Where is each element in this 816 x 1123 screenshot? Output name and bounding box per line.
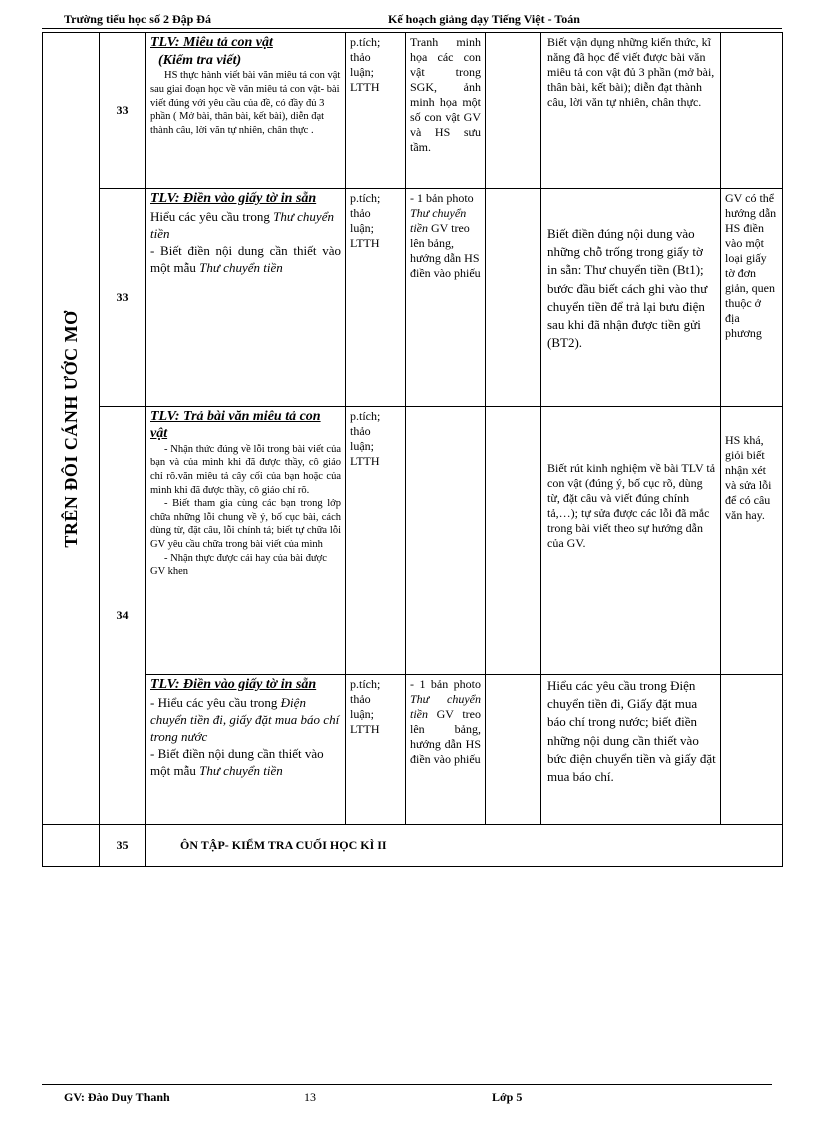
- equipment-text: GV treo lên bảng, hướng dẫn HS điền vào phiếu: [410, 707, 481, 766]
- equipment-text-italic: Thư chuyển tiền: [410, 692, 481, 721]
- lesson-line: [150, 745, 341, 779]
- lesson-item: - Nhận thức đúng về lỗi trong bài viết của bạn và của mình khi đã được thầy, cô giáo chỉ rõ.văn miêu tả cây cối của bạn hoặc của mình khi đã được thầy, cô giáo chỉ rõ.: [150, 443, 341, 496]
- method-line: thảo: [350, 692, 371, 706]
- week-number: 33: [100, 33, 146, 189]
- equipment-cell: Tranh minh họa các con vật trong SGK, ảnh minh họa một số con vật GV và HS sưu tầm.: [406, 33, 486, 189]
- lesson-text: - Biết điền nội dung cần thiết vào một mẫu: [150, 746, 324, 779]
- equipment-text: - 1 bản photo: [410, 191, 474, 205]
- extra-cell: [486, 33, 541, 189]
- method-line: LTTH: [350, 236, 380, 250]
- equipment-cell: [406, 189, 486, 407]
- footer-rule: [42, 1084, 772, 1085]
- lesson-title: TLV: Trả bài văn miêu tả con vật: [150, 409, 321, 441]
- goal-cell: Biết rút kinh nghiệm về bài TLV tả con vật (đúng ý, bố cục rõ, dùng từ, đặt câu và viết đúng chính tả,…); tự sửa được các lỗi đã mắc trong bài viết theo sự hướng dẫn của GV.: [541, 407, 721, 675]
- table-row: [43, 407, 783, 675]
- note-cell: [721, 675, 783, 825]
- method-line: LTTH: [350, 454, 380, 468]
- table-row: [43, 825, 783, 867]
- lesson-text-italic: Điện chuyển tiền đi, giấy đặt mua báo chí trong nước: [150, 694, 340, 745]
- method-line: thảo: [350, 50, 371, 64]
- equipment-cell: [406, 675, 486, 825]
- lesson-line: [150, 694, 341, 745]
- table-row: [43, 33, 783, 189]
- method-line: p.tích;: [350, 191, 381, 205]
- lesson-item: - Nhận thực được cái hay của bài được GV khen: [150, 552, 327, 578]
- extra-cell: [486, 675, 541, 825]
- note-cell: [721, 33, 783, 189]
- lesson-title: TLV: Miêu tả con vật: [150, 35, 273, 50]
- theme-cell: [43, 33, 100, 825]
- plan-title: Kế hoạch giảng dạy Tiếng Việt - Toán: [388, 12, 580, 26]
- method-line: LTTH: [350, 722, 380, 736]
- goal-cell: Biết vận dụng những kiến thức, kĩ năng đã học để viết được bài văn miêu tả con vật đủ 3 phần (mở bài, thân bài, kết bài); diễn đạt thành câu, lời văn tự nhiên, chân thực.: [541, 33, 721, 189]
- note-cell: HS khá, giỏi biết nhận xét và sửa lỗi để có câu văn hay.: [721, 407, 783, 675]
- lesson-cell: [146, 189, 346, 407]
- lesson-text-italic: Thư chuyển tiền: [199, 763, 283, 779]
- lesson-item: - Biết tham gia cùng các bạn trong lớp chữa những lỗi chung về ý, bố cục bài, cách dùng từ, đặt câu, lỗi chính tả; biết tự chữa lỗi GV yêu cầu chữa trong bài viết của mình: [150, 498, 341, 551]
- lesson-text: - Biết điền nội dung cần thiết vào một mẫu: [150, 243, 341, 276]
- method-line: luận;: [350, 439, 374, 453]
- theme-cell-empty: [43, 825, 100, 867]
- extra-cell: [486, 407, 541, 675]
- page-number: 13: [304, 1090, 316, 1104]
- review-label: ÔN TẬP- KIỂM TRA CUỐI HỌC KÌ II: [146, 825, 783, 867]
- teacher-name: GV: Đào Duy Thanh: [64, 1090, 170, 1104]
- goal-cell: Hiểu các yêu cầu trong Điện chuyển tiền đi, Giấy đặt mua báo chí trong nước; biết điền những nội dung cần thiết vào bức điện chuyển tiền và giấy đặt mua báo chí.: [541, 675, 721, 825]
- table-row: [43, 675, 783, 825]
- equipment-text-italic: Thư chuyển tiền: [410, 206, 467, 235]
- lesson-line: [150, 208, 341, 242]
- method-line: thảo: [350, 206, 371, 220]
- week-number: 33: [100, 189, 146, 407]
- method-line: p.tích;: [350, 677, 381, 691]
- method-line: luận;: [350, 221, 374, 235]
- method-line: p.tích;: [350, 35, 381, 49]
- lesson-title: TLV: Điền vào giấy tờ in sẵn: [150, 191, 317, 206]
- equipment-text: - 1 bản photo: [410, 677, 481, 691]
- method-line: thảo: [350, 424, 371, 438]
- method-cell: [346, 407, 406, 675]
- method-line: luận;: [350, 707, 374, 721]
- method-cell: [346, 33, 406, 189]
- lesson-cell: [146, 407, 346, 675]
- extra-cell: [486, 189, 541, 407]
- lesson-text-italic: Thư chuyển tiền: [199, 260, 283, 276]
- lesson-subtitle: (Kiểm tra viết): [158, 52, 242, 68]
- lesson-text-italic: Thư chuyển tiền: [150, 208, 334, 241]
- method-line: luận;: [350, 65, 374, 79]
- method-line: LTTH: [350, 80, 380, 94]
- goal-cell: Biết điền đúng nội dung vào những chỗ trống trong giấy tờ in sẵn: Thư chuyển tiền (Bt1); bước đầu biết cách ghi vào thư chuyển tiền để trả lại bưu điện sau khi đã nhận được tiền gửi (BT2).: [541, 189, 721, 407]
- table-row: [43, 189, 783, 407]
- week-number: 34: [100, 407, 146, 825]
- theme-label: TRÊN ĐÔI CÁNH ƯỚC MƠ: [60, 309, 81, 548]
- equipment-text: GV treo lên bảng, hướng dẫn HS điền vào phiếu: [410, 221, 481, 280]
- lesson-line: [150, 242, 341, 276]
- method-line: p.tích;: [350, 409, 381, 423]
- lesson-cell: [146, 33, 346, 189]
- method-cell: [346, 189, 406, 407]
- header-rule: [42, 28, 782, 29]
- lesson-text: Hiểu các yêu cầu trong: [150, 208, 274, 224]
- method-cell: [346, 675, 406, 825]
- lesson-cell: [146, 675, 346, 825]
- week-number: 35: [100, 825, 146, 867]
- lesson-plan-table: [42, 32, 783, 867]
- lesson-body: HS thực hành viết bài văn miêu tả con vật sau giai đoạn học về văn miêu tả con vật- bài viết đúng với yêu cầu của đề, có đầy đủ 3 phần ( Mở bài, thân bài, kết bài), diễn đạt thành câu, lời văn tự nhiên, chân thực .: [150, 70, 341, 136]
- lesson-text: - Hiểu các yêu cầu trong: [150, 694, 281, 710]
- note-cell: GV có thể hướng dẫn HS điền vào một loại giấy tờ đơn giản, quen thuộc ở địa phương: [721, 189, 783, 407]
- lesson-title: TLV: Điền vào giấy tờ in sẵn: [150, 677, 317, 692]
- equipment-cell: [406, 407, 486, 675]
- grade-label: Lớp 5: [492, 1090, 523, 1104]
- school-name: Trường tiểu học số 2 Đập Đá: [64, 12, 211, 26]
